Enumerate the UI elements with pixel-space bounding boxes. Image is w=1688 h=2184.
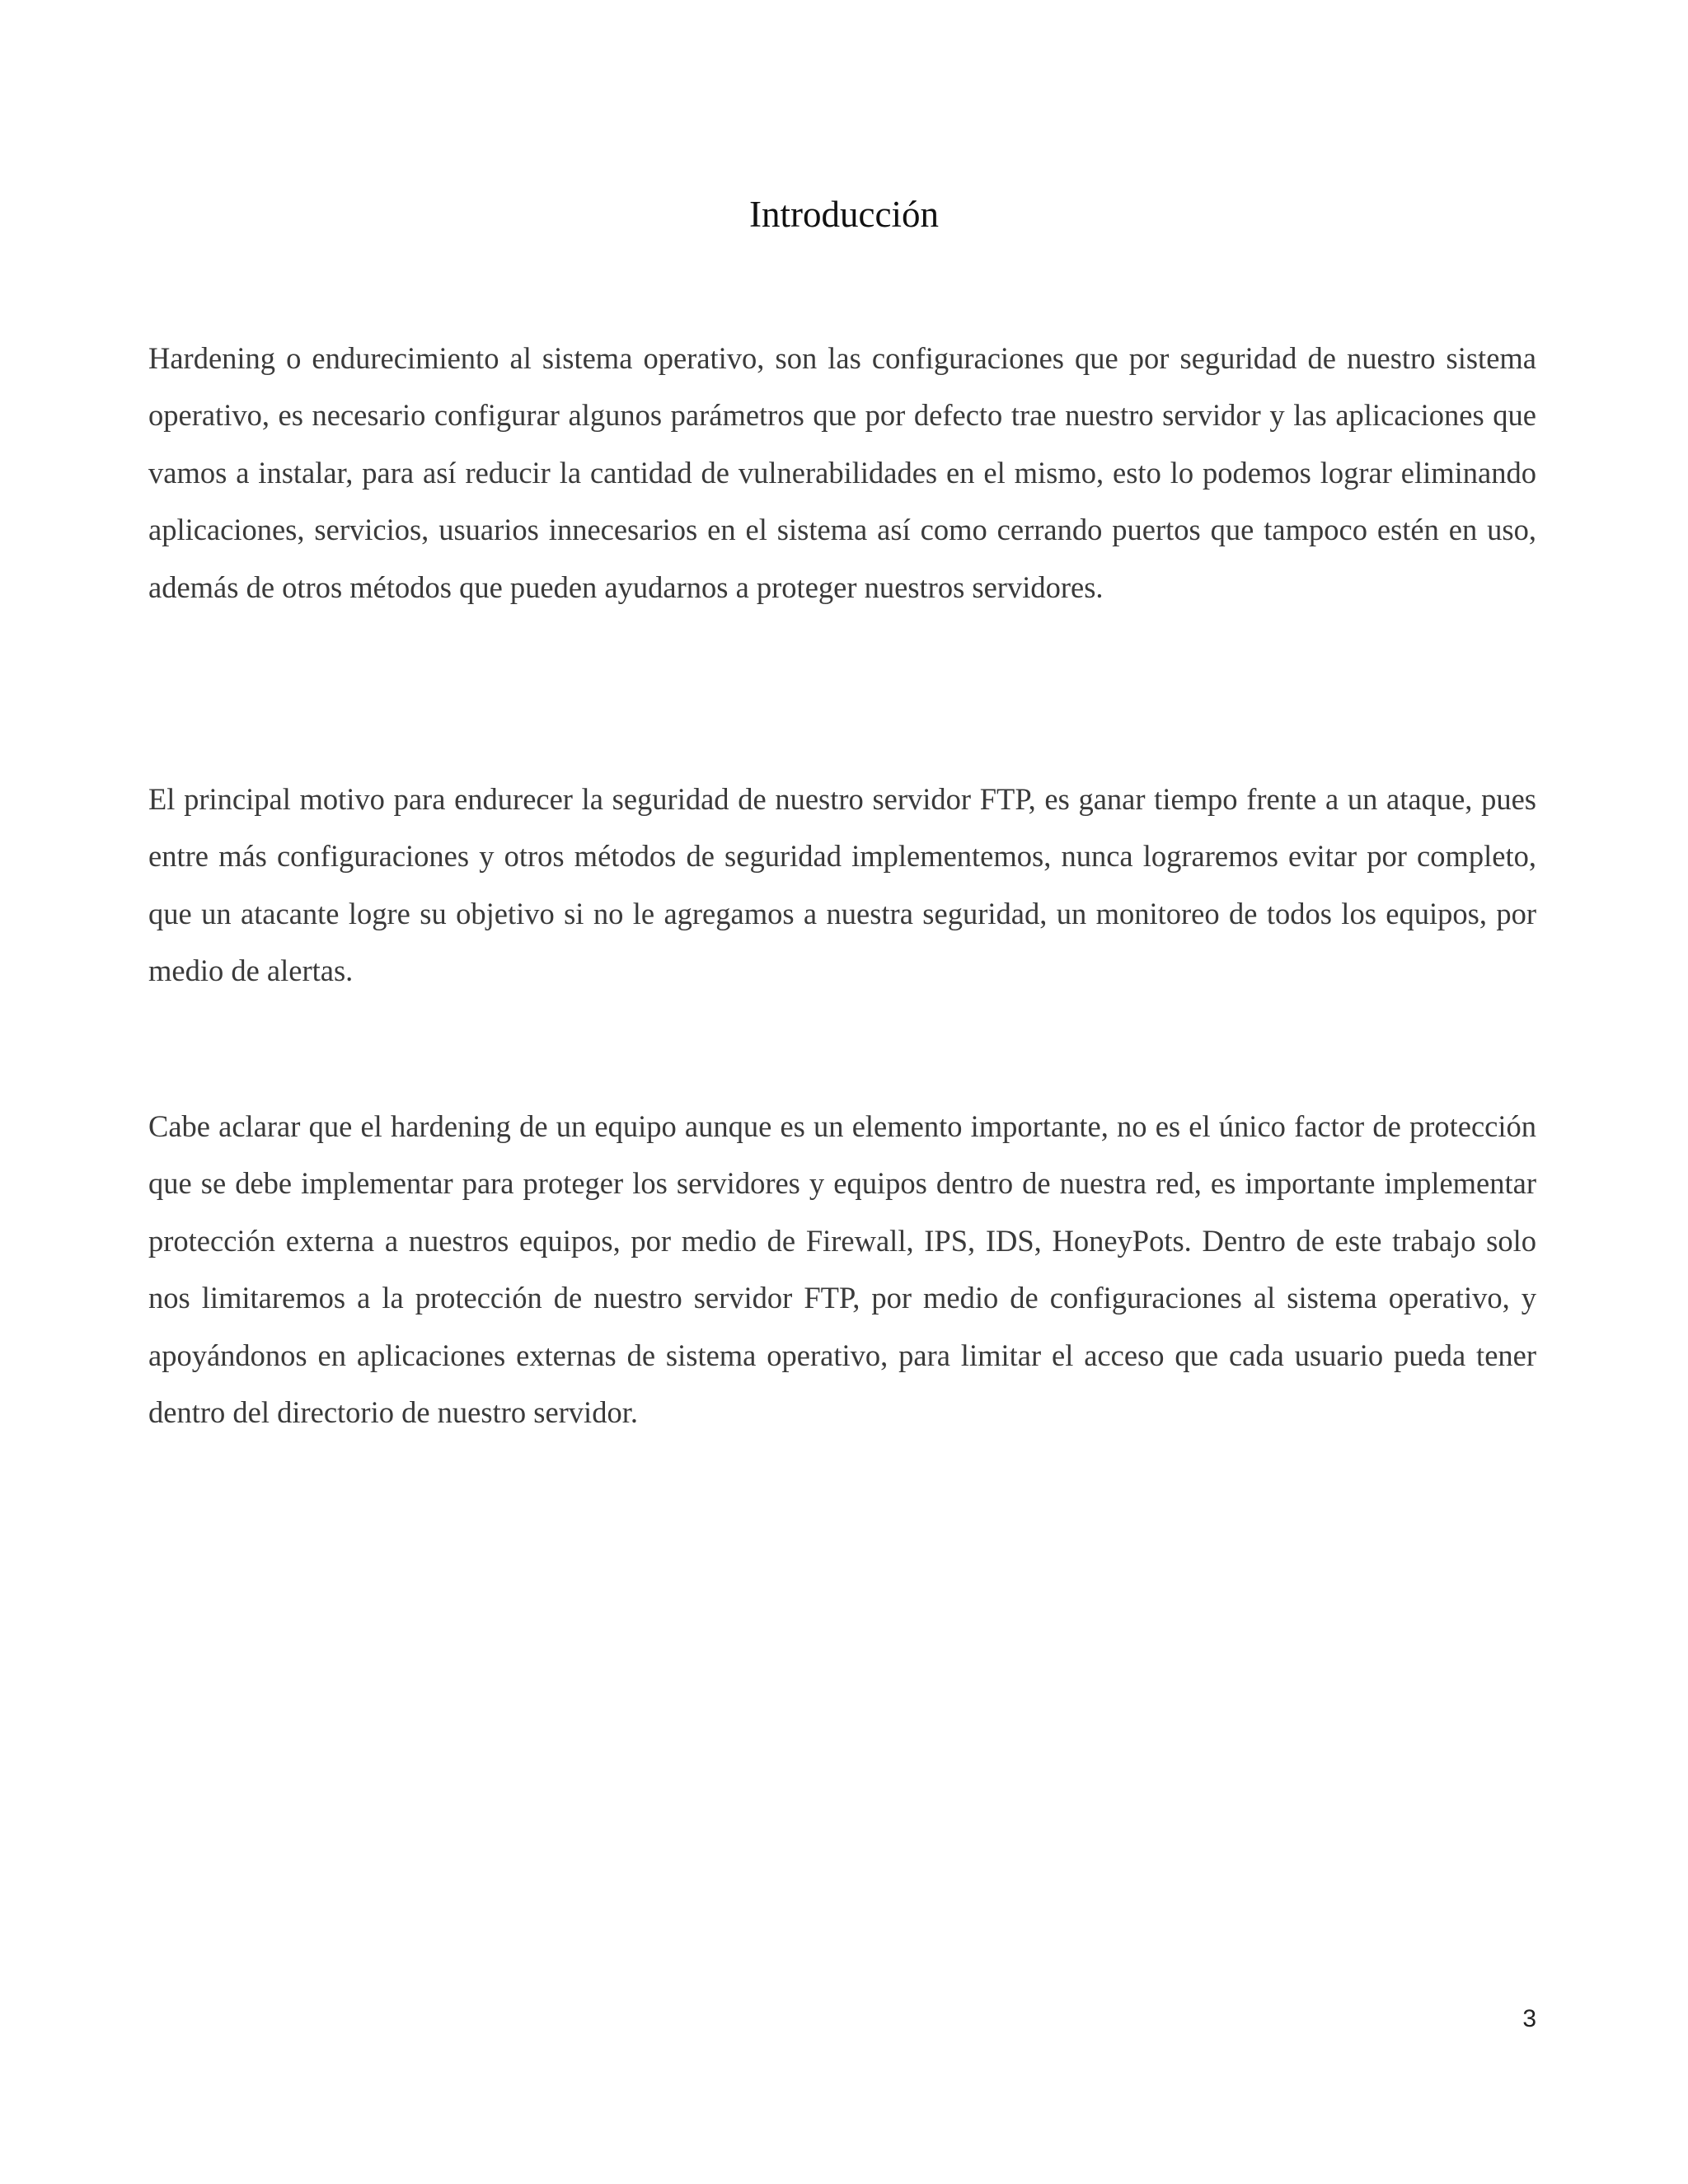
paragraph-scope-clarification: Cabe aclarar que el hardening de un equipo aunque es un elemento importante, no es el único factor de protección que se debe implementar para proteger los servidores y equipos dentro de nuestra red, es importante implementar protección externa a nuestros equipos, por medio de Firewall, IPS, IDS, HoneyPots. Dentro de este trabajo solo nos limitaremos a la protección de nuestro servidor FTP, por medio de configuraciones al sistema operativo, y apoyándonos en aplicaciones externas de sistema operativo, para limitar el acceso que cada usuario pueda tener dentro del directorio de nuestro servidor. [148, 1109, 1536, 1430]
page-number: 3 [1522, 2005, 1536, 2032]
page-title: Introducción [749, 194, 939, 235]
paragraph-main-motive: El principal motivo para endurecer la seguridad de nuestro servidor FTP, es ganar tiempo frente a un ataque, pues entre más configuraciones y otros métodos de seguridad implementemos, nunca lograremos evitar por completo, que un atacante logre su objetivo si no le agregamos a nuestra seguridad, un monitoreo de todos los equipos, por medio de alertas. [148, 782, 1536, 988]
paragraph-hardening-definition: Hardening o endurecimiento al sistema operativo, son las configuraciones que por seguridad de nuestro sistema operativo, es necesario configurar algunos parámetros que por defecto trae nuestro servidor y las aplicaciones que vamos a instalar, para así reducir la cantidad de vulnerabilidades en el mismo, esto lo podemos lograr eliminando aplicaciones, servicios, usuarios innecesarios en el sistema así como cerrando puertos que tampoco estén en uso, además de otros métodos que pueden ayudarnos a proteger nuestros servidores. [148, 341, 1536, 604]
